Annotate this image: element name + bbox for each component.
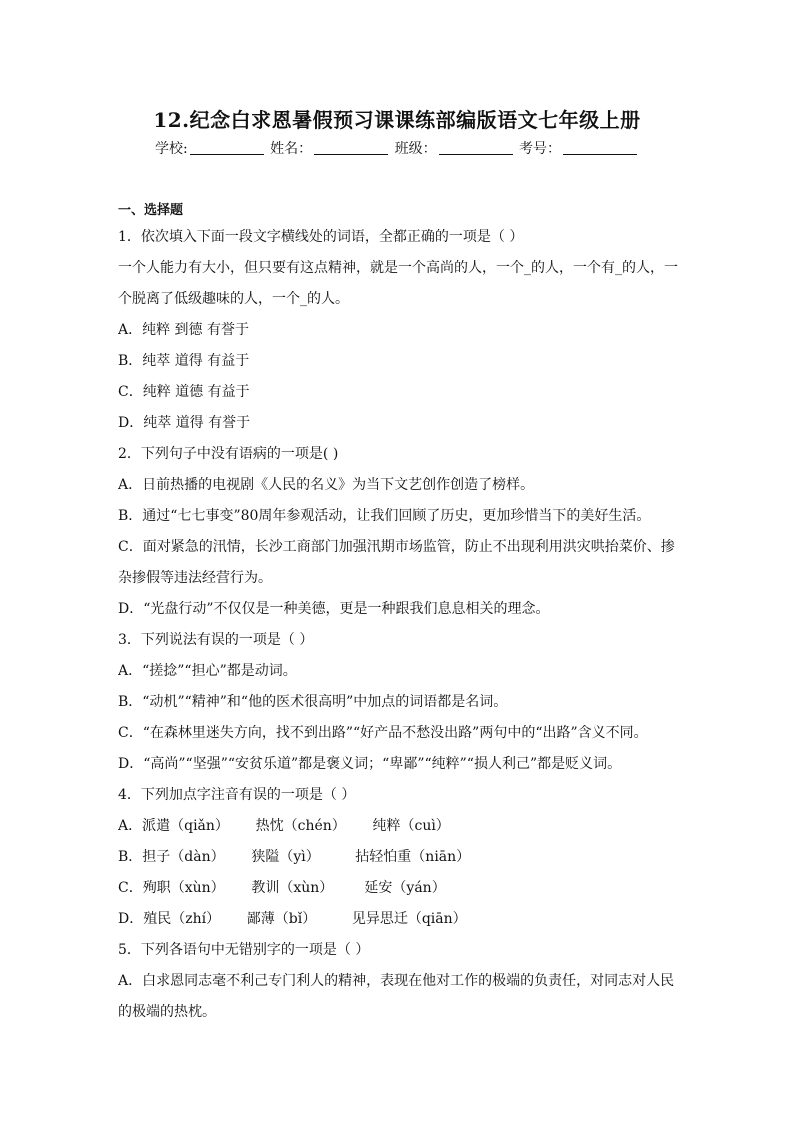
class-label: 班级： xyxy=(394,141,437,157)
answer-option: D．“高尚”“坚强”“安贫乐道”都是褒义词；“卑鄙”“纯粹”“损人利己”都是贬义词。 xyxy=(118,756,622,772)
school-label: 学校: xyxy=(154,141,188,157)
question-passage: 个脱离了低级趣味的人，一个_的人。 xyxy=(118,291,349,307)
answer-option: 杂掺假等违法经营行为。 xyxy=(118,570,272,586)
section-heading: 一、选择题 xyxy=(118,203,184,218)
name-blank xyxy=(314,140,388,155)
question-stem: 4．下列加点字注音有误的一项是（ ） xyxy=(118,787,356,803)
answer-option: A．白求恩同志毫不利己专门利人的精神，表现在他对工作的极端的负责任，对同志对人民 xyxy=(118,973,675,989)
answer-option: B．担子（dàn） 狭隘（yì） 拈轻怕重（niān） xyxy=(118,849,471,865)
answer-option: C．殉职（xùn） 教训（xùn） 延安（yán） xyxy=(118,880,446,896)
answer-option: C．“在森林里迷失方向，找不到出路”“好产品不愁没出路”两句中的“出路”含义不同。 xyxy=(118,725,648,741)
question-passage: 一个人能力有大小，但只要有这点精神，就是一个高尚的人，一个_的人，一个有_的人，一 xyxy=(118,260,678,276)
class-blank xyxy=(439,140,513,155)
answer-option: A．日前热播的电视剧《人民的名义》为当下文艺创作创造了榜样。 xyxy=(118,477,535,493)
answer-option: C．纯粹 道德 有益于 xyxy=(118,384,250,400)
answer-option: A．派遣（qiǎn） 热忱（chén） 纯粹（cuì） xyxy=(118,818,450,834)
question-stem: 2．下列句子中没有语病的一项是( ) xyxy=(118,446,339,462)
answer-option: D．殖民（zhí） 鄙薄（bǐ） 见异思迁（qiān） xyxy=(118,911,467,927)
answer-option: B．纯萃 道得 有益于 xyxy=(118,353,250,369)
answer-option: B．“动机”“精神”和“他的医术很高明”中加点的词语都是名词。 xyxy=(118,694,508,710)
student-info-line xyxy=(0,138,794,158)
answer-option: A．“搓捻”“担心”都是动词。 xyxy=(118,663,297,679)
answer-option: B．通过“七七事变”80周年参观活动，让我们回顾了历史，更加珍惜当下的美好生活。 xyxy=(118,508,651,524)
school-blank xyxy=(190,140,264,155)
page-title: 12.纪念白求恩暑假预习课课练部编版语文七年级上册 xyxy=(153,108,641,132)
answer-option: 的极端的热枕。 xyxy=(118,1004,216,1020)
question-content xyxy=(118,200,678,1028)
number-label: 考号： xyxy=(519,141,562,157)
answer-option: A．纯粹 到德 有誉于 xyxy=(118,322,250,338)
answer-option: D．“光盘行动”不仅仅是一种美德，更是一种跟我们息息相关的理念。 xyxy=(118,601,550,617)
answer-option: D．纯萃 道得 有誉于 xyxy=(118,415,251,431)
question-stem: 5．下列各语句中无错别字的一项是（ ） xyxy=(118,942,370,958)
question-stem: 1．依次填入下面一段文字横线处的词语，全都正确的一项是（ ） xyxy=(118,229,524,245)
number-blank xyxy=(563,140,637,155)
question-stem: 3．下列说法有误的一项是（ ） xyxy=(118,632,314,648)
name-label: 姓名： xyxy=(270,141,313,157)
answer-option: C．面对紧急的汛情，长沙工商部门加强汛期市场监管，防止不出现利用洪灾哄抬菜价、掺 xyxy=(118,539,675,555)
